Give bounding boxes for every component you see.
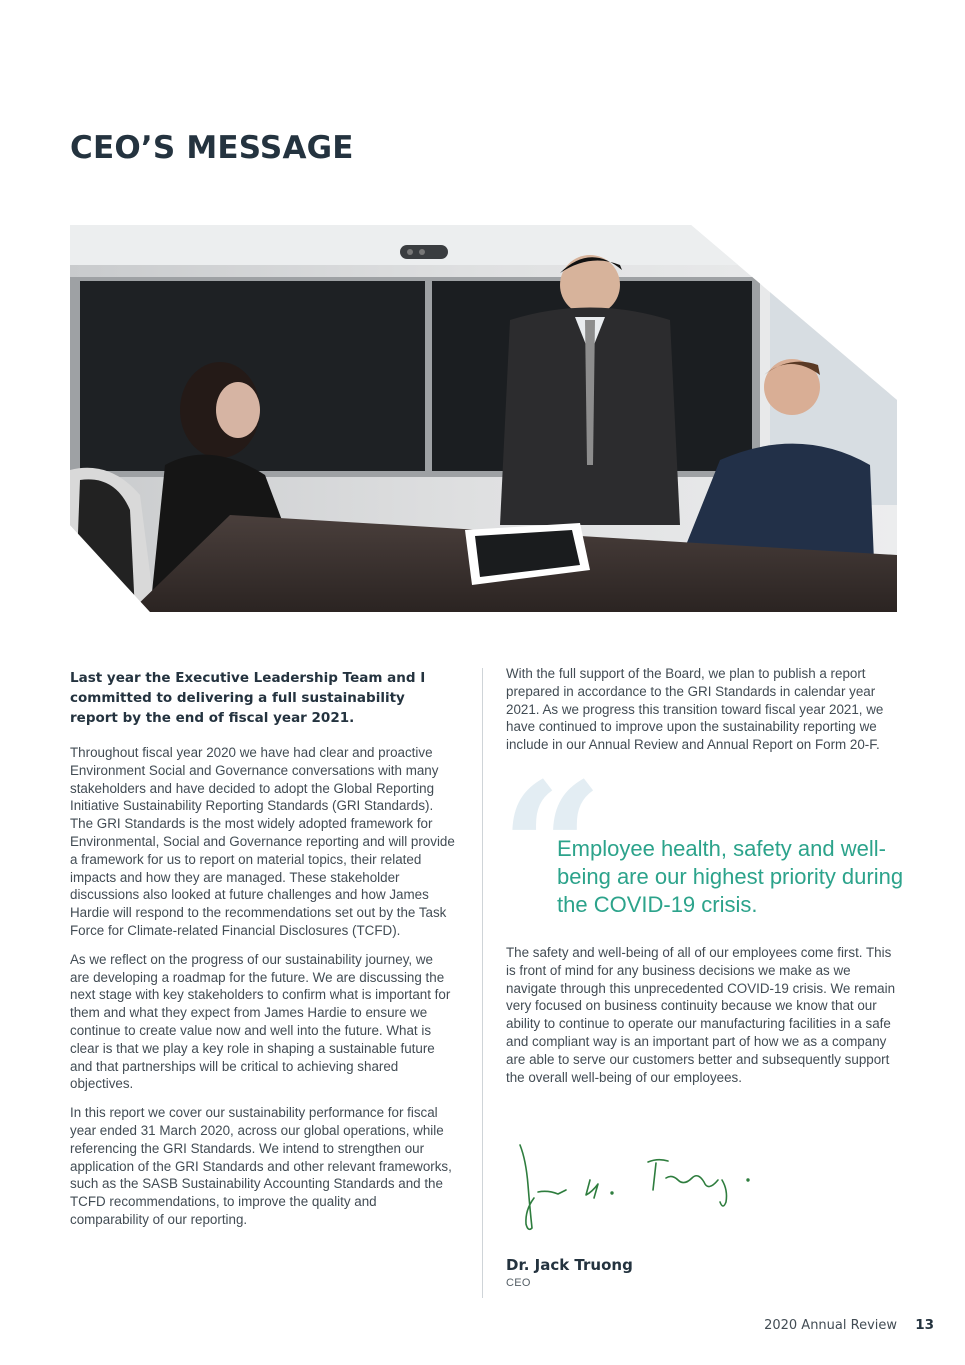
signer-name: Dr. Jack Truong [506, 1256, 633, 1274]
signature-image [508, 1140, 758, 1235]
paragraph-employee-safety: The safety and well-being of all of our employees come first. This is front of mind for any business decisions we make as we navigate through this unprecedented COVID-19 crisis. We remain very focused on business continuity because we know that our ability to continue to operate our manufacturing facilities in a safe and compliant way is an important part of how we as a company are able to serve our customers better and subsequently support the overall well-being of our employees. [506, 945, 896, 1085]
signer-title: CEO [506, 1277, 531, 1289]
pull-quote: Employee health, safety and well-being are our highest priority during the COVID-19 crisis. [557, 836, 904, 917]
right-column [506, 665, 901, 754]
lead-paragraph: Last year the Executive Leadership Team and I committed to delivering a full sustainability report by the end of fiscal year 2021. [70, 670, 426, 726]
paragraph-roadmap: As we reflect on the progress of our sustainability journey, we are developing a roadmap for the future. We are discussing the next stage with key stakeholders to confirm what is important for them and what they expect from James Hardie to ensure we continue to create value now and well into the future. What is clear is that we play a key role in shaping a sustainable future and that partnerships will be critical to achieving shared objectives. [70, 951, 451, 1092]
page-number: 13 [915, 1317, 934, 1333]
page-title: CEO’S MESSAGE [70, 130, 354, 166]
column-divider [482, 668, 483, 1298]
quote-mark-icon: “ [500, 744, 604, 955]
left-column [70, 668, 455, 1240]
meeting-photo [70, 225, 897, 612]
paragraph-board-support: With the full support of the Board, we plan to publish a report prepared in accordance to the GRI Standards in calendar year 2021. As we progress this transition toward fiscal year 2021, we have continued to improve upon the sustainability reporting we include in our Annual Review and Annual Report on Form 20-F. [506, 666, 884, 753]
paragraph-report-scope: In this report we cover our sustainability performance for fiscal year ended 31 March 2020, across our global operations, while referencing the GRI Standards. We intend to strengthen our application of the GRI Standards and other relevant frameworks, such as the SASB Sustainability Accounting Standards and the TCFD recommendations, to improve the quality and comparability of our reporting. [70, 1105, 452, 1227]
footer-publication-label: 2020 Annual Review [764, 1318, 897, 1333]
paragraph-gri: Throughout fiscal year 2020 we have had clear and proactive Environment Social and Governance conversations with many stakeholders and have decided to adopt the Global Reporting Initiative Sustainability Reporting Standards (GRI Standards). The GRI Standards is the most widely adopted framework for Environmental, Social and Governance reporting and will provide a framework for us to report on material topics, their related impacts and how they are managed. These stakeholder discussions also looked at future challenges and how James Hardie will respond to the recommendations set out by the Task Force for Climate-related Financial Disclosures (TCFD). [70, 745, 455, 938]
